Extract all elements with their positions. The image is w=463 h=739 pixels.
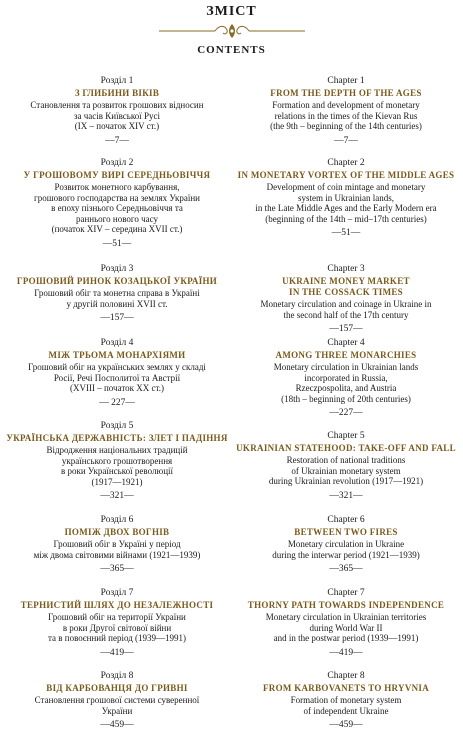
chapter-description: Restoration of national traditions of Ukrainian monetary system during Ukrainian revolution (1917—1921) <box>268 455 424 486</box>
chapter-label: Розділ 2 <box>100 158 134 168</box>
chapter-description: Грошовий обіг та монетна справа в Україні у другій половині XVII ст. <box>34 288 200 309</box>
chapter-heading: FROM THE DEPTH OF THE AGES <box>270 88 422 98</box>
page-number: — 227— <box>99 397 135 408</box>
title-english: CONTENTS <box>197 44 266 56</box>
chapter-heading: З ГЛИБИНИ ВІКІВ <box>74 88 160 98</box>
chapter-label: Розділ 1 <box>100 76 134 86</box>
toc-entry-uk-8 <box>5 670 229 731</box>
chapter-description: Monetary circulation and coinage in Ukraine in the second half of the 17th century <box>260 299 432 320</box>
page-number: —321— <box>329 490 363 501</box>
page-number: —157— <box>100 313 134 323</box>
chapter-heading: УКРАЇНСЬКА ДЕРЖАВНІСТЬ: ЗЛЕТ І ПАДІННЯ <box>6 433 228 443</box>
chapter-heading: AMONG THREE MONARCHIES <box>275 350 417 360</box>
chapter-description: Monetary circulation in Ukrainian territories during World War II and in the postwar period (1939—1991) <box>265 612 427 643</box>
chapter-description: Відродження національних традицій українського грошотворення в роки Української революції (1917—1921) <box>46 445 188 487</box>
page-number: —459— <box>329 720 363 730</box>
chapter-label: Chapter 3 <box>327 264 365 274</box>
toc-entry-en-2 <box>234 157 458 239</box>
chapter-description: Розвиток монетного карбування, грошового господарства на землях України в епоху пізнього Середньовіччя та раннього нового часу (початок XIV – середина XVII ст.) <box>34 182 200 234</box>
chapter-heading: BETWEEN TWO FIRES <box>294 527 398 537</box>
chapter-label: Розділ 8 <box>100 671 134 681</box>
chapter-heading: ВІД КАРБОВАНЦЯ ДО ГРИВНІ <box>46 683 188 693</box>
toc-entry-uk-3 <box>5 263 229 324</box>
toc-entry-en-5 <box>234 430 458 502</box>
toc-entry-en-6 <box>234 514 458 575</box>
chapter-description: Становлення та розвиток грошових відносин за часів Київської Русі (IX – початок XIV ст.) <box>30 100 204 131</box>
chapter-description: Грошовий обіг на території України в роки Другої світової війни та в повоєнний період (1939—1991) <box>47 612 187 643</box>
toc-entry-uk-6 <box>5 514 229 575</box>
chapter-heading: UKRAINIAN STATEHOOD: TAKE-OFF AND FALL <box>236 443 456 453</box>
toc-entry-uk-4 <box>5 337 229 409</box>
chapter-heading: ПОМІЖ ДВОХ ВОГНІВ <box>64 527 170 537</box>
chapter-heading: UKRAINE MONEY MARKET IN THE COSSACK TIMES <box>282 276 410 297</box>
chapter-description: Development of coin mintage and monetary system in Ukrainian lands, in the Late Middle Ages and the Early Modern era (beginning of the 14th – mid–17th centuries) <box>255 182 437 224</box>
chapter-heading: THORNY PATH TOWARDS INDEPENDENCE <box>247 600 445 610</box>
chapter-label: Chapter 8 <box>327 671 365 681</box>
chapter-label: Chapter 2 <box>327 158 365 168</box>
chapter-heading: У ГРОШОВОМУ ВИРІ СЕРЕДНЬОВІЧЧЯ <box>23 170 211 180</box>
toc-entry-en-3 <box>234 263 458 335</box>
toc-entry-uk-2 <box>5 157 229 250</box>
page-number: —51— <box>331 228 361 238</box>
chapter-label: Розділ 6 <box>100 515 134 525</box>
chapter-description: Formation of monetary system of independent Ukraine <box>290 695 402 716</box>
chapter-heading: IN MONETARY VORTEX OF THE MIDDLE AGES <box>237 170 455 180</box>
page-number: —7— <box>334 135 358 146</box>
chapter-label: Розділ 7 <box>100 588 134 598</box>
chapter-label: Chapter 5 <box>327 431 365 441</box>
chapter-heading: FROM KARBOVANETS TO HRYVNIA <box>262 683 430 693</box>
chapter-heading: ТЕРНИСТИЙ ШЛЯХ ДО НЕЗАЛЕЖНОСТІ <box>20 600 214 610</box>
chapter-description: Грошовий обіг на українських землях у складі Росії, Речі Посполитої та Австрії (XVIII – початок XX ст.) <box>28 362 206 393</box>
page-number: —157— <box>329 324 363 334</box>
page-number: —7— <box>105 135 129 146</box>
chapter-heading: ГРОШОВИЙ РИНОК КОЗАЦЬКОЇ УКРАЇНИ <box>16 276 218 286</box>
chapter-label: Chapter 6 <box>327 515 365 525</box>
chapter-label: Розділ 5 <box>100 421 134 431</box>
page-number: —227— <box>329 408 363 418</box>
chapter-description: Monetary circulation in Ukraine during the interwar period (1921—1939) <box>272 539 420 560</box>
chapter-label: Chapter 1 <box>327 76 365 86</box>
page-number: —419— <box>100 647 134 658</box>
ornament-divider-icon <box>157 22 307 40</box>
chapter-description: Становлення грошової системи суверенної України <box>34 695 200 716</box>
toc-entry-en-4 <box>234 337 458 419</box>
chapter-description: Monetary circulation in Ukrainian lands incorporated in Russia, Rzeczpospolita, and Austria (18th – beginning of 20th centuries) <box>273 362 419 404</box>
page-number: —321— <box>100 491 134 501</box>
chapter-label: Розділ 3 <box>100 264 134 274</box>
toc-entry-en-8 <box>234 670 458 731</box>
chapter-description: Грошовий обіг в Україні у період між двома світовими війнами (1921—1939) <box>33 539 201 560</box>
toc-entry-en-1 <box>234 75 458 147</box>
toc-entry-uk-5 <box>5 420 229 502</box>
chapter-description: Formation and development of monetary relations in the times of the Kievan Rus (the 9th – beginning of the 14th centuries) <box>270 100 422 131</box>
title-ukrainian: ЗМІСТ <box>206 4 257 19</box>
toc-entry-uk-1 <box>5 75 229 147</box>
page-number: —365— <box>100 564 134 574</box>
chapter-heading: МІЖ ТРЬОМА МОНАРХІЯМИ <box>48 350 186 360</box>
chapter-label: Chapter 4 <box>327 338 365 348</box>
chapter-label: Розділ 4 <box>100 338 134 348</box>
page-number: —365— <box>329 564 363 574</box>
page-number: —51— <box>102 238 132 249</box>
toc-entry-en-7 <box>234 587 458 659</box>
chapter-label: Chapter 7 <box>327 588 365 598</box>
toc-entry-uk-7 <box>5 587 229 659</box>
page-number: —459— <box>100 720 134 730</box>
page-number: —419— <box>329 647 363 658</box>
toc-header <box>0 4 463 57</box>
